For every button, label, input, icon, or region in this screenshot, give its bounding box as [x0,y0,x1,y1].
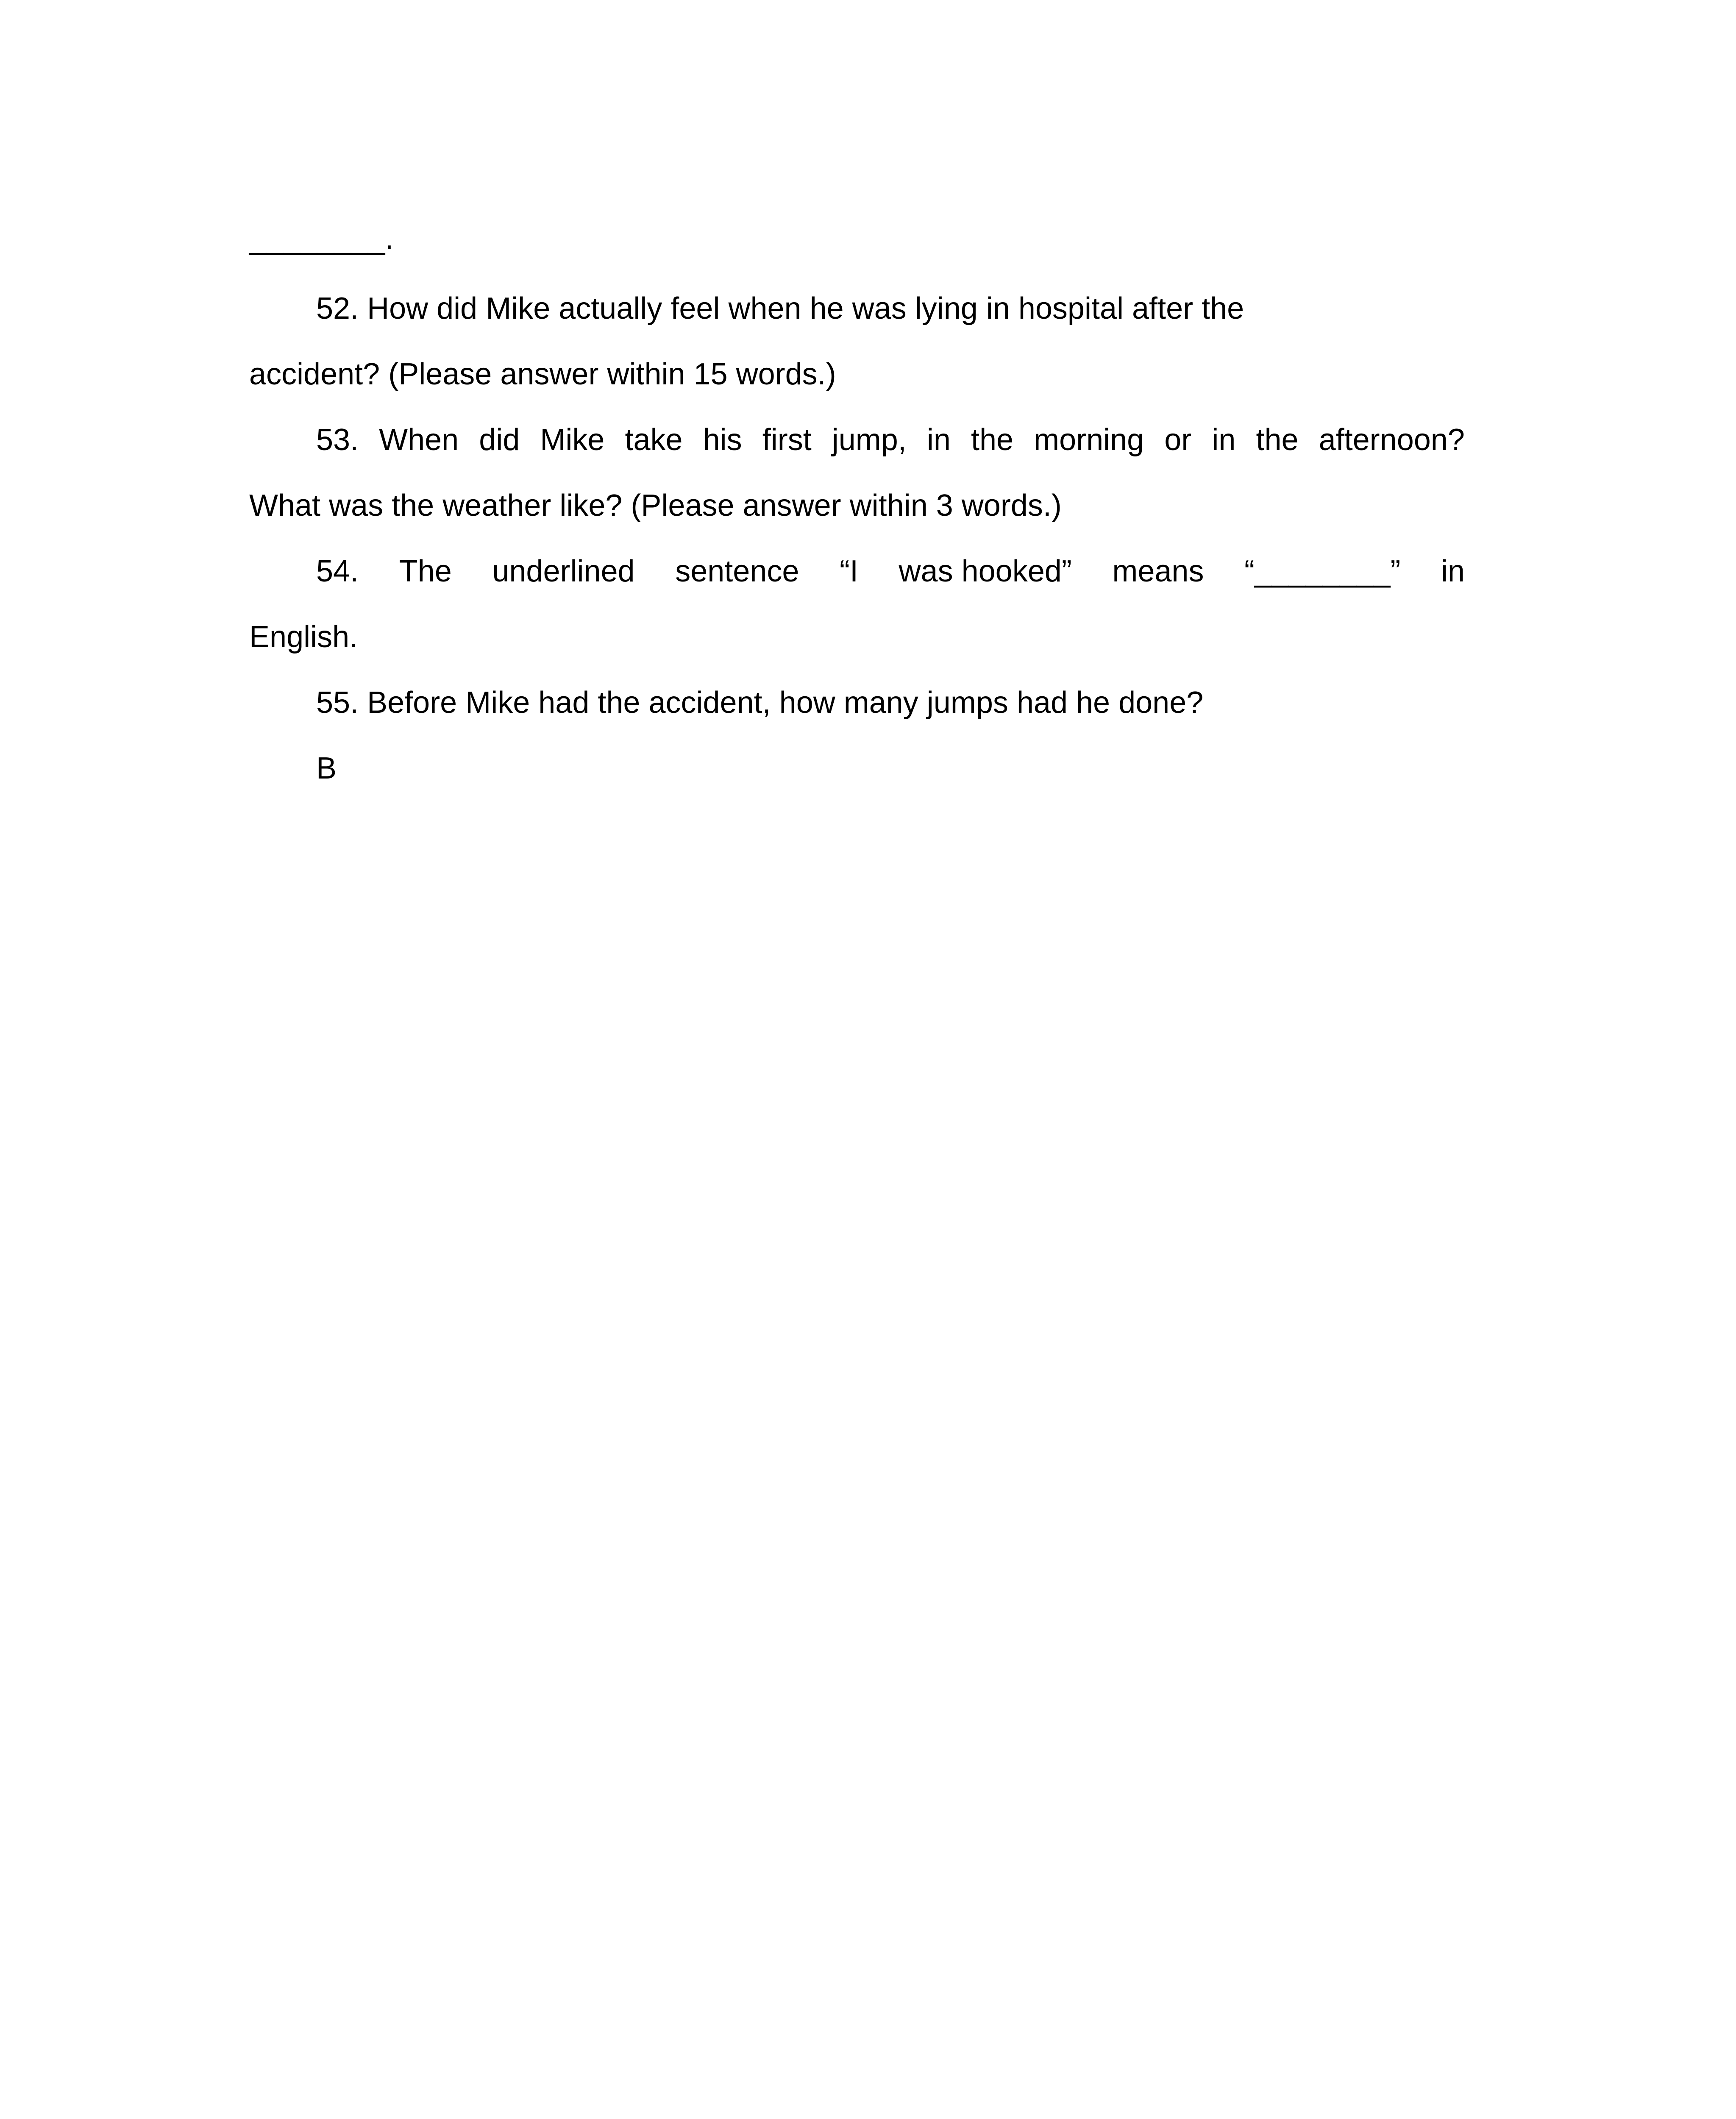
answer-blank-line: ________. [249,222,394,256]
q53-word: take [625,423,683,457]
question-54-line-2: English. [249,620,358,654]
q53-word: or [1164,423,1192,457]
q53-word: jump, [832,423,907,457]
q53-word: 53. [316,423,359,457]
q53-word: When [379,423,459,457]
q53-word: did [479,423,520,457]
question-52-line-1: 52. How did Mike actually feel when he was lying in hospital after the [316,292,1244,325]
question-54-line-1 [316,552,1465,590]
q53-word: in [926,423,951,457]
q54-word: The [399,554,452,588]
question-53-line-2: What was the weather like? (Please answer within 3 words.) [249,489,1062,523]
q54-word: underlined [492,554,635,588]
q54-word: “I [839,554,858,588]
q54-word: was hooked” [899,554,1072,588]
q53-word: his [703,423,742,457]
q53-word: the [971,423,1014,457]
section-label: B [316,751,337,785]
q53-word: morning [1034,423,1144,457]
q53-word: the [1256,423,1299,457]
question-55: 55. Before Mike had the accident, how many jumps had he done? [316,686,1204,720]
q54-word: 54. [316,554,359,588]
q54-word: in [1441,554,1465,588]
q53-word: afternoon? [1319,423,1465,457]
q54-word: “________” [1244,554,1401,588]
q54-word: means [1112,554,1204,588]
q54-word: sentence [675,554,799,588]
q53-word: Mike [540,423,605,457]
question-53-line-1 [316,421,1465,459]
q53-word: in [1212,423,1236,457]
q53-word: first [762,423,812,457]
question-52-line-2: accident? (Please answer within 15 words.) [249,357,836,391]
